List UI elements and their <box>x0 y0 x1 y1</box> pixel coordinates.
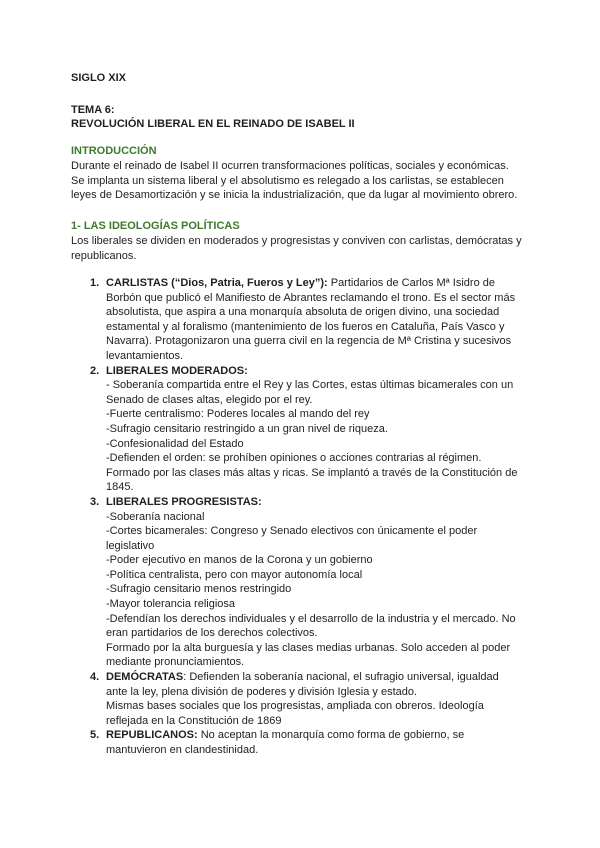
century-label: SIGLO XIX <box>71 72 127 84</box>
item-number: 3. <box>90 495 100 508</box>
item-line: Formado por las clases más altas y ricas. Se implantó a través de la Constitución de <box>106 466 518 479</box>
item-line: -Sufragio censitario menos restringido <box>106 583 292 596</box>
item-line: -Poder ejecutivo en manos de la Corona y un gobierno <box>106 554 373 567</box>
topic-title: REVOLUCIÓN LIBERAL EN EL REINADO DE ISABEL II <box>71 118 355 130</box>
item-heading: REPUBLICANOS: <box>106 729 198 742</box>
item-line: estamental y al foralismo (mantenimiento de los fueros en Cataluña, País Vasco y <box>106 320 505 333</box>
item-number: 1. <box>90 277 100 289</box>
intro-line: Durante el reinado de Isabel II ocurren transformaciones políticas, sociales y económicas. <box>71 160 509 172</box>
item-heading: CARLISTAS (“Dios, Patria, Fueros y Ley”): <box>106 277 328 289</box>
item-heading: LIBERALES MODERADOS: <box>106 364 248 377</box>
section1-line: republicanos. <box>71 249 137 262</box>
item-line: -Defienden el orden: se prohíben opiniones o acciones contrarias al régimen. <box>106 452 482 465</box>
item-line: -Soberanía nacional <box>106 510 205 523</box>
section1-heading: 1- LAS IDEOLOGÍAS POLÍTICAS <box>71 220 240 232</box>
item-line: -Confesionalidad del Estado <box>106 437 244 450</box>
item-heading: DEMÓCRATAS <box>106 671 184 684</box>
item-line: - Soberanía compartida entre el Rey y las Cortes, estas últimas bicamerales con un <box>106 379 514 392</box>
item-line: reflejada en la Constitución de 1869 <box>106 714 282 727</box>
item-line: Borbón que publicó el Manifiesto de Abrantes reclamando el trono. Es el sector más <box>106 291 516 304</box>
item-line: -Sufragio censitario restringido a un gran nivel de riqueza. <box>106 422 388 435</box>
item-line: -Cortes bicamerales: Congreso y Senado electivos con únicamente el poder <box>106 525 478 538</box>
item-number: 4. <box>90 671 100 684</box>
section1-line: Los liberales se dividen en moderados y progresistas y conviven con carlistas, demócratas y <box>71 235 522 247</box>
item-line: -Política centralista, pero con mayor autonomía local <box>106 568 363 581</box>
item-line: levantamientos. <box>106 349 184 362</box>
intro-paragraph <box>71 159 533 203</box>
item-line: -Mayor tolerancia religiosa <box>106 598 235 611</box>
list-item-carlistas <box>71 276 531 364</box>
intro-line: Se implanta un sistema liberal y el absolutismo es relegado a los carlistas, se establecen <box>71 174 504 187</box>
item-line: 1845. <box>106 481 134 494</box>
intro-heading: INTRODUCCIÓN <box>71 145 157 157</box>
item-line: eran partidarios de los derechos colectivos. <box>106 627 318 640</box>
item-number: 2. <box>90 364 100 377</box>
item-line: mantuvieron en clandestinidad. <box>106 744 259 756</box>
item-line: Senado de clases altas, elegido por el rey. <box>106 393 313 406</box>
item-heading: LIBERALES PROGRESISTAS: <box>106 495 262 508</box>
item-number: 5. <box>90 729 100 742</box>
item-line: absolutista, que aspira a una monarquía absoluta de origen divino, una sociedad <box>106 306 500 319</box>
list-item-progresistas <box>71 495 531 670</box>
ideology-list <box>71 276 531 758</box>
item-line: Navarra). Protagonizaron una guerra civil en la regencia de Mª Cristina y sucesivos <box>106 335 512 348</box>
list-item-democratas <box>71 670 531 728</box>
item-line: mediante pronunciamientos. <box>106 656 245 669</box>
item-line: -Defendían los derechos individuales y el desarrollo de la industria y el mercado. No <box>106 612 516 625</box>
list-item-moderados <box>71 364 531 495</box>
item-text: No aceptan la monarquía como forma de gobierno, se <box>197 729 465 742</box>
item-line: ante la ley, plena división de poderes y división Iglesia y estado. <box>106 685 418 698</box>
item-line: Mismas bases sociales que los progresistas, ampliada con obreros. Ideología <box>106 700 484 713</box>
item-line: -Fuerte centralismo: Poderes locales al mando del rey <box>106 408 370 421</box>
section1-paragraph <box>71 234 533 263</box>
intro-line: leyes de Desamortización y se inicia la industrialización, que da lugar al movimiento obrero. <box>71 189 518 202</box>
list-item-republicanos <box>71 728 531 757</box>
item-line: Formado por la alta burguesía y las clases medias urbanas. Solo acceden al poder <box>106 641 511 654</box>
item-line: legislativo <box>106 539 155 552</box>
item-text: : Defienden la soberanía nacional, el sufragio universal, igualdad <box>183 671 499 684</box>
topic-number: TEMA 6: <box>71 104 115 116</box>
item-text: Partidarios de Carlos Mª Isidro de <box>327 277 495 289</box>
